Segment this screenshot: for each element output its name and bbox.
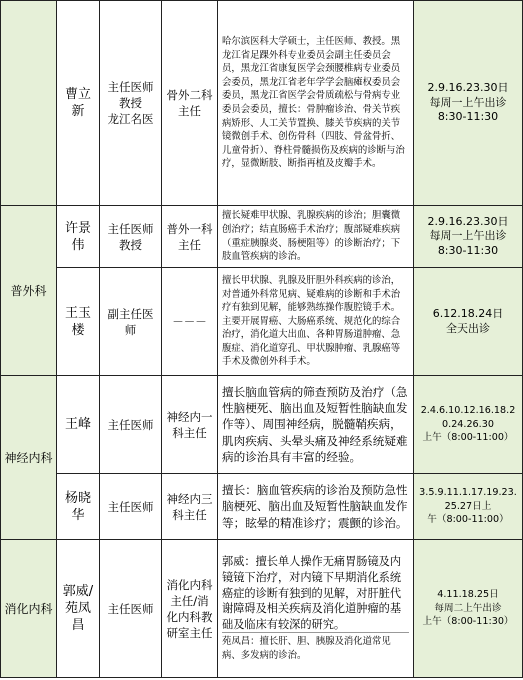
doctor-position: 神经内一 科主任	[162, 376, 218, 474]
doctor-position: 骨外二科 主任	[162, 1, 218, 206]
doctor-name: 曹立新	[57, 1, 100, 206]
doctor-position: 普外一科 主任	[162, 206, 218, 268]
department-label: 消化内科	[1, 540, 57, 678]
doctor-description: 擅长：脑血管疾病的诊治及预防急性脑梗死、脑出血及短暂性脑缺血发作等；眩晕的精准诊疗；震颤的诊治。	[218, 474, 414, 540]
doctor-name: 许景伟	[57, 206, 100, 268]
doctor-title: 主任医师 教授 龙江名医	[100, 1, 162, 206]
department-label: 普外科	[1, 206, 57, 376]
doctor-description-secondary: 苑凤昌：擅长肝、胆、胰腺及消化道常见病、多发病的诊治。	[222, 632, 409, 662]
dept-cell-empty	[1, 1, 57, 206]
doctor-title: 主任医师	[100, 376, 162, 474]
clinic-schedule: 2.9.16.23.30日 每周一上午出诊 8:30-11:30	[414, 206, 523, 268]
doctor-description: 哈尔滨医科大学硕士，主任医师、教授。黑龙江省足踝外科专业委员会副主任委员会员，黑龙江省康复医学会颈腰椎病专业委员会委员，黑龙江省老年学学会脑瘫权委员会委员，黑龙江省医学会骨质疏松与骨病专业委员会委员，擅长：骨肿瘤诊治、骨关节疾病矫形、人工关节置换、膝关节疾病的关节镜微创手术、创伤骨科（四肢、骨盆骨折、儿童骨折）、脊柱骨髓损伤及疾病的诊断与治疗，显微断肢、断指再植及皮瓣手术。	[218, 1, 414, 206]
doctor-description: 擅长脑血管病的筛查预防及治疗（急性脑梗死、脑出血及短暂性脑缺血发作等）、周围神经病，脱髓鞘疾病，肌肉疾病、头晕头痛及神经系统疑难病的诊治具有丰富的经验。	[218, 376, 414, 474]
table-row	[1, 206, 523, 268]
clinic-schedule: 2.4.6.10.12.16.18.20.24.26.30 上午（8:00-11:00）	[414, 376, 523, 474]
doctor-title: 主任医师 教授	[100, 206, 162, 268]
doctor-description-cell	[218, 540, 414, 678]
table-row	[1, 376, 523, 474]
table-row	[1, 268, 523, 376]
clinic-schedule: 2.9.16.23.30日 每周一上午出诊 8:30-11:30	[414, 1, 523, 206]
table-row	[1, 1, 523, 206]
doctor-position: 消化内科 主任/消 化内科教 研室主任	[162, 540, 218, 678]
department-label: 神经内科	[1, 376, 57, 540]
clinic-schedule: 6.12.18.24日 全天出诊	[414, 268, 523, 376]
doctor-description: 擅长甲状腺、乳腺及肝胆外科疾病的诊治，对普通外科常见病、疑难病的诊断和手术治疗有独到见解，能够熟练操作腹腔镜手术。主要开展胃癌、大肠癌系统、规范化的综合治疗，消化道大出血、各种胃肠道肿瘤、急腹症、消化道穿孔、甲状腺肿瘤、乳腺癌等手术及微创外科手术。	[218, 268, 414, 376]
clinic-schedule: 4.11.18.25日 每周二上午出诊 上午（8:00-11:30）	[414, 540, 523, 678]
doctor-description: 郭威：擅长单人操作无痛胃肠镜及内镜镜下治疗，对内镜下早期消化系统癌症的诊断有独到的见解，对肝脏代谢障碍及相关疾病及消化道肿瘤的基础及临床有较深的研究。	[222, 555, 402, 631]
doctor-name: 王峰	[57, 376, 100, 474]
doctor-position: 神经内三 科主任	[162, 474, 218, 540]
doctor-position: －－－	[162, 268, 218, 376]
doctor-title: 主任医师	[100, 540, 162, 678]
clinic-schedule: 3.5.9.11.1.17.19.23.25.27日上 午（8:00-11:00）	[414, 474, 523, 540]
doctor-description: 擅长疑难甲状腺、乳腺疾病的诊治；胆囊微创治疗；结直肠癌手术治疗；腹部疑难疾病（重症胰腺炎、肠梗阻等）的诊断治疗；下肢血管疾病的诊治。	[218, 206, 414, 268]
table-row	[1, 474, 523, 540]
doctor-title: 副主任医师	[100, 268, 162, 376]
doctor-name: 杨晓华	[57, 474, 100, 540]
doctor-title: 主任医师	[100, 474, 162, 540]
table-row	[1, 540, 523, 678]
doctor-name: 王玉楼	[57, 268, 100, 376]
doctor-name: 郭威/ 苑凤昌	[57, 540, 100, 678]
